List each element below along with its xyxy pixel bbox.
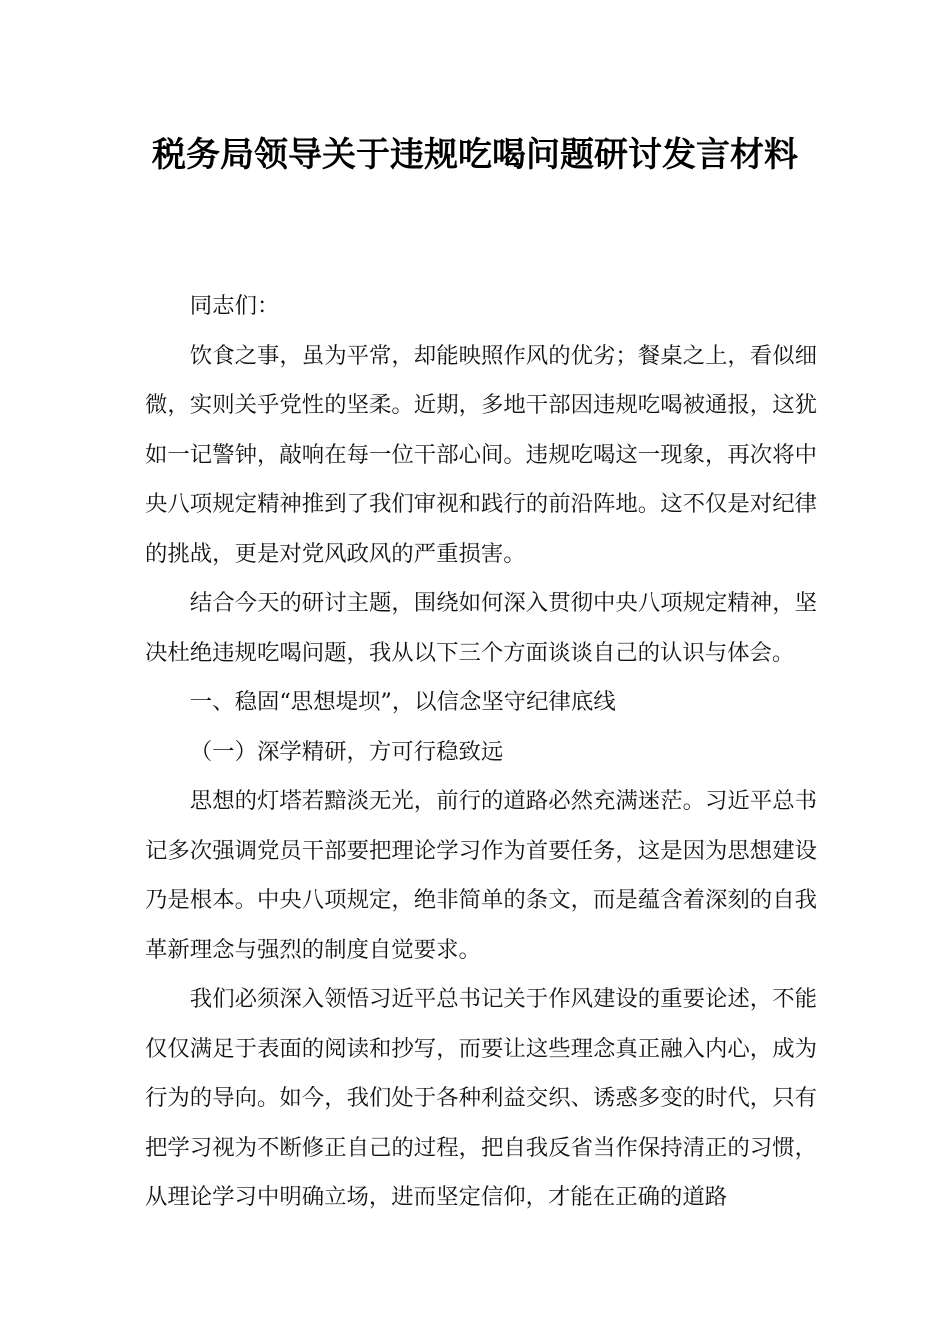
paragraph-topic: 结合今天的研讨主题，围绕如何深入贯彻中央八项规定精神，坚决杜绝违规吃喝问题，我从以下三个方面谈谈自己的认识与体会。 xyxy=(145,590,817,666)
salutation: 同志们： xyxy=(189,293,280,319)
paragraph-section-2: 我们必须深入领悟习近平总书记关于作风建设的重要论述，不能仅仅满足于表面的阅读和抄写，而要让这些理念真正融入内心，成为行为的导向。如今，我们处于各种利益交织、诱惑多变的时代，只有把学习视为不断修正自己的过程，把自我反省当作保持清正的习惯，从理论学习中明确立场，进而坚定信仰，才能在正确的道路 xyxy=(145,986,817,1210)
paragraph-intro: 饮食之事，虽为平常，却能映照作风的优劣；餐桌之上，看似细微，实则关乎党性的坚柔。近期，多地干部因违规吃喝被通报，这犹如一记警钟，敲响在每一位干部心间。违规吃喝这一现象，再次将中央八项规定精神推到了我们审视和践行的前沿阵地。这不仅是对纪律的挑战，更是对党风政风的严重损害。 xyxy=(145,342,817,567)
paragraph-section-1: 思想的灯塔若黯淡无光，前行的道路必然充满迷茫。习近平总书记多次强调党员干部要把理论学习作为首要任务，这是因为思想建设乃是根本。中央八项规定，绝非简单的条文，而是蕴含着深刻的自我革新理念与强烈的制度自觉要求。 xyxy=(145,788,817,963)
document-title: 税务局领导关于违规吃喝问题研讨发言材料 xyxy=(152,135,798,175)
document-body xyxy=(145,282,817,1223)
section-heading: 一、稳固“思想堤坝”，以信念坚守纪律底线 xyxy=(189,689,616,715)
subsection-heading: （一）深学精研，方可行稳致远 xyxy=(189,738,504,765)
